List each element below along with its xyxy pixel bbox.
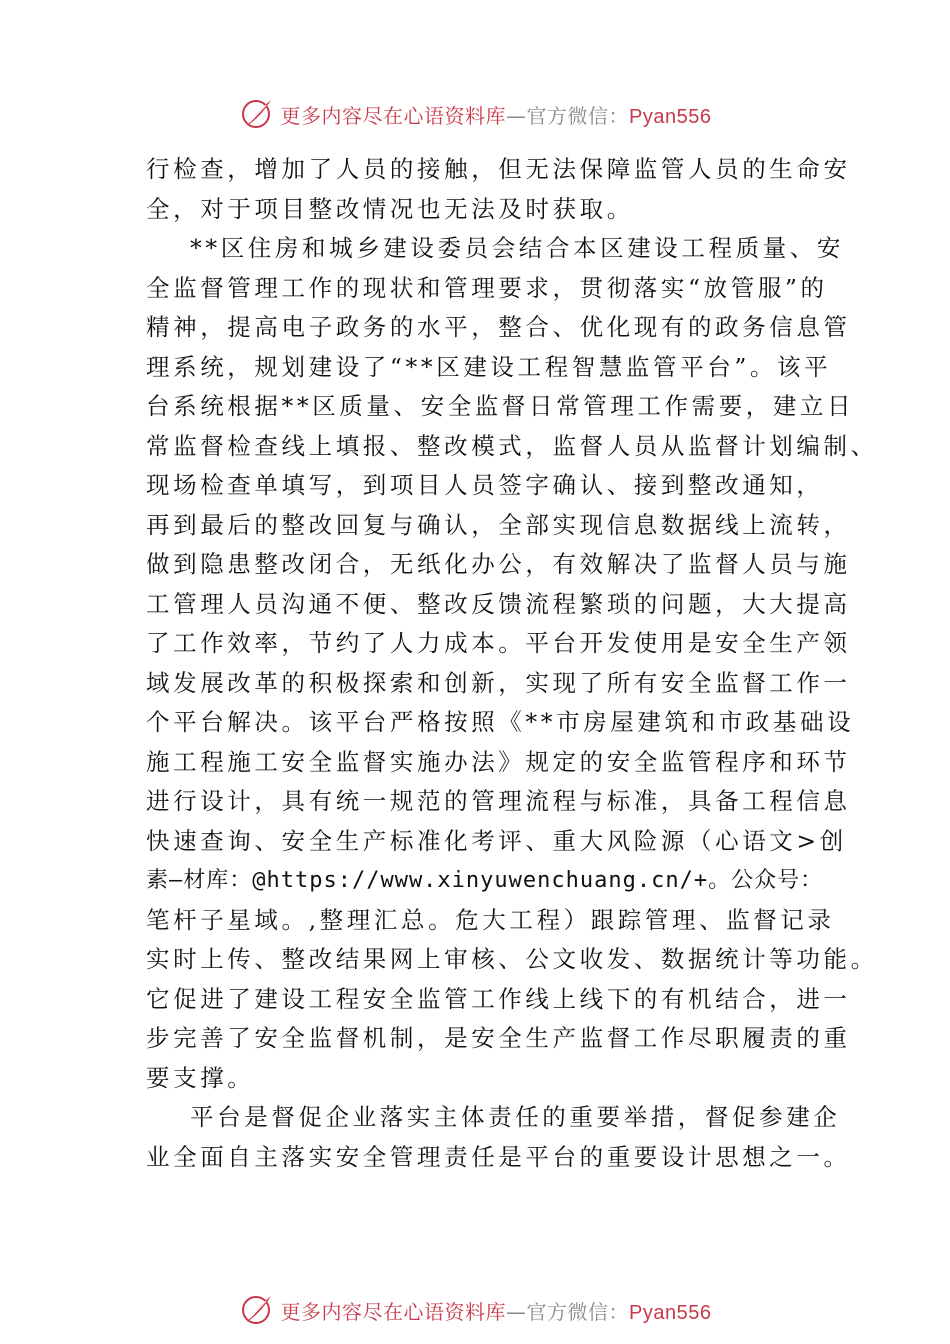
body-line-5: 精神，提高电子政务的水平，整合、优化现有的政务信息管 xyxy=(146,313,851,341)
header-text xyxy=(281,100,712,129)
paragraph-start-line: 平台是督促企业落实主体责任的重要举措，督促参建企 xyxy=(190,1103,841,1131)
body-line-10: 再到最后的整改回复与确认，全部实现信息数据线上流转， xyxy=(146,510,851,539)
footer-wechat-id: Pyan556 xyxy=(629,1301,712,1324)
body-line-9: 现场检查单填写，到项目人员签字确认、接到整改通知， xyxy=(146,471,824,499)
header-wechat-label: 官方微信： xyxy=(526,103,630,128)
body-line-21: 实时上传、整改结果网上审核、公文收发、数据统计等功能。 xyxy=(146,945,878,973)
header-site-text: 更多内容尽在心语资料库 xyxy=(280,103,507,128)
body-line-22: 它促进了建设工程安全监管工作线上线下的有机结合，进一 xyxy=(146,984,851,1013)
body-line-16: 施工程施工安全监督实施办法》规定的安全监管程序和环节 xyxy=(146,747,851,776)
body-line-13: 了工作效率，节约了人力成本。平台开发使用是安全生产领 xyxy=(146,629,851,657)
header-separator: — xyxy=(506,103,527,128)
body-line-2: 全，对于项目整改情况也无法及时获取。 xyxy=(146,194,634,223)
footer-site-text: 更多内容尽在心语资料库 xyxy=(280,1299,507,1324)
body-line-1: 行检查，增加了人员的接触，但无法保障监管人员的生命安 xyxy=(146,155,851,183)
body-line-12: 工管理人员沟通不便、整改反馈流程繁琐的问题，大大提高 xyxy=(146,589,851,618)
footer-wechat-label: 官方微信： xyxy=(526,1299,630,1324)
body-line-6: 理系统，规划建设了“**区建设工程智慧监管平台”。该平 xyxy=(146,352,832,381)
body-line-17: 进行设计，具有统一规范的管理流程与标准，具备工程信息 xyxy=(146,787,851,815)
footer-separator: — xyxy=(506,1299,527,1324)
body-line-4: 全监督管理工作的现状和管理要求，贯彻落实“放管服”的 xyxy=(146,273,828,302)
feather-quill-icon xyxy=(239,1292,275,1328)
footer-banner xyxy=(0,1288,950,1332)
body-line-url: 素—材库：@https://www.xinyuwenchuang.cn/+。公众号： xyxy=(146,868,824,893)
body-line-18: 快速查询、安全生产标准化考评、重大风险源（心语文>创 xyxy=(146,826,847,855)
body-line-8: 常监督检查线上填报、整改模式，监督人员从监督计划编制、 xyxy=(146,431,878,460)
footer-text xyxy=(281,1296,712,1325)
header-wechat-id: Pyan556 xyxy=(629,105,712,128)
body-line-11: 做到隐患整改闭合，无纸化办公，有效解决了监督人员与施 xyxy=(146,550,851,578)
feather-quill-icon xyxy=(239,96,275,132)
header-banner xyxy=(0,92,950,136)
body-line-24: 要支撑。 xyxy=(146,1063,255,1092)
body-line-15: 个平台解决。该平台严格按照《**市房屋建筑和市政基础设 xyxy=(146,708,855,736)
body-line-14: 域发展改革的积极探索和创新，实现了所有安全监督工作一 xyxy=(146,668,851,697)
body-line-26: 业全面自主落实安全管理责任是平台的重要设计思想之一。 xyxy=(146,1142,851,1171)
paragraph-start-line: **区住房和城乡建设委员会结合本区建设工程质量、安 xyxy=(190,234,844,262)
document-body xyxy=(146,150,878,1177)
body-line-23: 步完善了安全监督机制，是安全生产监督工作尽职履责的重 xyxy=(146,1024,851,1052)
body-line-7: 台系统根据**区质量、安全监督日常管理工作需要，建立日 xyxy=(146,392,855,420)
body-line-20: 笔杆子星域。,整理汇总。危大工程）跟踪管理、监督记录 xyxy=(146,905,835,934)
